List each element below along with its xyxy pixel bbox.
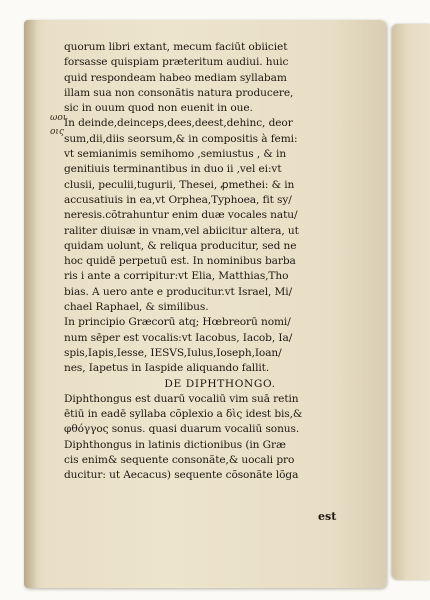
text-line: φθόγγος sonus. quasi duarum vocaliū sonus. [64,423,300,436]
text-line: bias. A uero ante e producitur.vt Israel, Mi/ [64,285,293,298]
text-line: nes, Iapetus in Iaspide aliquando fallit. [64,362,270,375]
gutter-shadow [24,20,38,588]
text-line: cis enim& sequente consonãte,& uocali pro [64,454,295,467]
text-line: spis,Iapis,Iesse, IESVS,Iulus,Ioseph,Ioan/ [64,346,282,359]
marginal-note-1: ωοι [50,113,67,123]
text-line: ducitur: ut Aecacus) sequente cõsonãte lõga [64,469,299,482]
text-line: raliter diuisæ in vnam,vel abiicitur altera, ut [64,224,299,237]
text-line: vt semianimis semihomo ,semiustus , & in [64,148,287,161]
text-line: quorum libri extant, mecum faciūt obiiciet [64,41,288,53]
catchword: est [318,510,337,523]
facing-page-edge [392,24,430,580]
text-line: Diphthongus in latinis dictionibus (in Græ [64,438,286,451]
text-line: num sēper est vocalis:vt Iacobus, Iacob, Ia/ [64,331,293,344]
text-line: ētiū in eadē syllaba cõplexio a δὶς idest bis,& [64,408,303,421]
page-text-block [64,40,376,484]
marginal-note-2: οις [50,127,64,137]
text-line: hoc quidē perpetuū est. In nominibus barba [64,255,296,268]
text-line: ris i ante a corripitur:vt Elia, Matthias,Tho [64,270,289,283]
section-heading: DE DIPHTHONGO. [164,377,276,390]
text-line: illam sua non consonãtis natura producere, [64,86,294,99]
text-line: neresis.cõtrahuntur enim duæ vocales natu/ [64,209,298,222]
text-line: accusatiuis in ea,vt Orphea,Typhoea, fit sy/ [64,193,292,206]
text-line: In deinde,deinceps,dees,deest,dehinc, deor [64,117,293,130]
text-line: sic in ouum quod non euenit in oue. [64,102,253,115]
text-line: Diphthongus est duarū vocaliū vim suā retin [64,392,299,405]
text-line: quid respondeam habeo mediam syllabam [64,71,287,84]
text-line: forsasse quispiam præteritum audiui. huic [64,56,289,69]
text-line: genitiuis terminantibus in duo ii ,vel ei:vt [64,163,282,176]
text-line: sum,dii,diis seorsum,& in compositis à femi: [64,132,298,145]
text-line: chael Raphael, & similibus. [64,301,209,314]
text-line: clusii, peculii,tugurii, Thesei, ꝓmethei: & in [64,178,295,191]
text-line: quidam uolunt, & reliqua producitur, sed ne [64,239,297,252]
text-line: In principio Græcorū atq; Hœbreorū nomi/ [64,316,291,329]
